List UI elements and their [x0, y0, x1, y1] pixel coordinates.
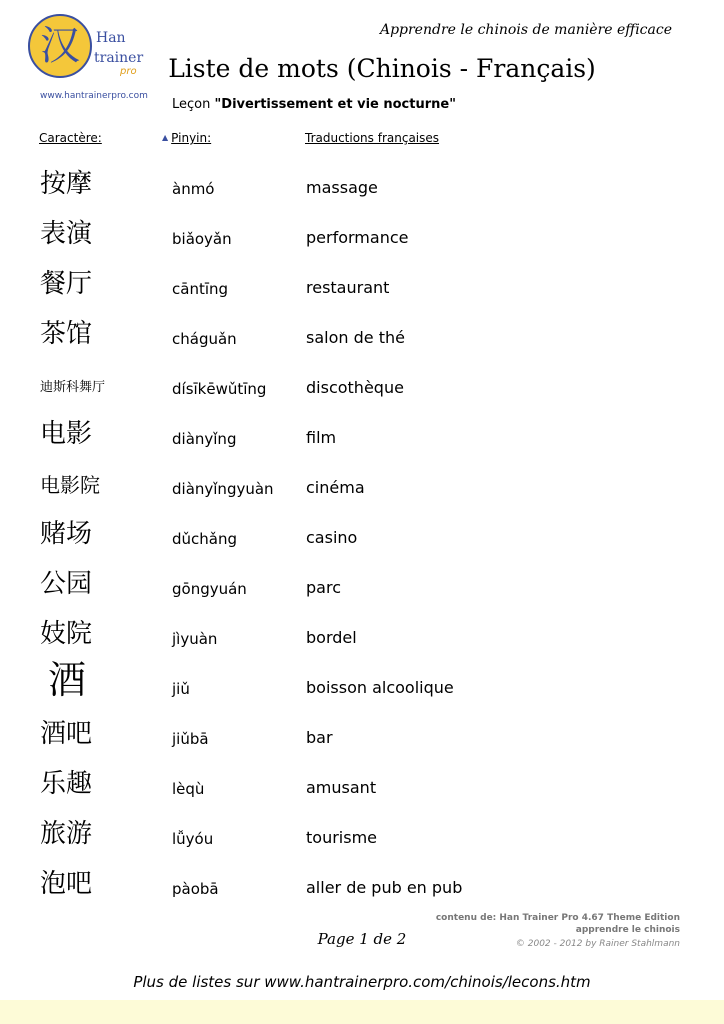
list-item — [0, 413, 724, 463]
pinyin-cell: ànmó — [172, 180, 215, 198]
more-lists-link[interactable]: Plus de listes sur www.hantrainerpro.com/chinois/lecons.htm — [133, 973, 591, 991]
pinyin-cell: lǚyóu — [172, 830, 214, 848]
translation-cell: massage — [306, 178, 378, 197]
pinyin-cell: lèqù — [172, 780, 205, 798]
hanzi-cell: 茶馆 — [40, 319, 93, 349]
list-item — [0, 313, 724, 363]
list-item — [0, 713, 724, 763]
pinyin-cell: cháguǎn — [172, 330, 237, 348]
pinyin-cell: dǔchǎng — [172, 530, 238, 548]
list-item — [0, 613, 724, 663]
credit-line: contenu de: Han Trainer Pro 4.67 Theme Edition — [435, 913, 680, 923]
hanzi-cell: 电影 — [40, 419, 93, 449]
list-item — [0, 863, 724, 913]
hanzi-cell: 乐趣 — [40, 769, 93, 799]
pinyin-cell: diànyǐng — [172, 430, 237, 448]
lesson-name: "Divertissement et vie nocturne" — [214, 97, 456, 112]
translation-cell: restaurant — [306, 278, 390, 297]
column-header-pinyin-label: Pinyin: — [171, 131, 212, 145]
pinyin-cell: jiǔ — [172, 680, 190, 698]
hanzi-cell: 酒 — [48, 658, 87, 702]
hanzi-cell: 公园 — [40, 569, 93, 599]
hanzi-cell: 妓院 — [40, 619, 93, 649]
credit-line: apprendre le chinois — [575, 925, 680, 935]
list-item — [0, 213, 724, 263]
hanzi-cell: 餐厅 — [40, 269, 93, 299]
list-item — [0, 463, 724, 513]
tagline: Apprendre le chinois de manière efficace — [379, 22, 672, 38]
translation-cell: parc — [306, 578, 341, 597]
lesson-prefix: Leçon — [172, 97, 215, 112]
column-header-character: Caractère: — [39, 131, 102, 145]
lesson-line — [172, 97, 456, 112]
hanzi-cell: 按摩 — [40, 169, 93, 199]
translation-cell: film — [306, 428, 337, 447]
translation-cell: salon de thé — [306, 328, 405, 347]
pinyin-cell: jìyuàn — [172, 630, 218, 648]
hanzi-cell: 表演 — [40, 219, 93, 249]
list-item — [0, 163, 724, 213]
pinyin-cell: pàobā — [172, 880, 219, 898]
logo-text-trainer: trainer — [94, 50, 144, 66]
pinyin-cell: diànyǐngyuàn — [172, 480, 274, 498]
list-item — [0, 513, 724, 563]
hanzi-cell: 酒吧 — [40, 719, 93, 749]
list-item — [0, 363, 724, 413]
site-url: www.hantrainerpro.com — [40, 91, 148, 101]
hanzi-cell: 电影院 — [40, 473, 100, 497]
pinyin-cell: dísīkēwǔtīng — [172, 380, 267, 398]
translation-cell: tourisme — [306, 828, 377, 847]
translation-cell: amusant — [306, 778, 377, 797]
list-item — [0, 563, 724, 613]
pinyin-cell: gōngyuán — [172, 580, 247, 598]
list-item — [0, 763, 724, 813]
list-item — [0, 263, 724, 313]
copyright-line: © 2002 - 2012 by Rainer Stahlmann — [515, 939, 680, 949]
logo-text-han: Han — [96, 30, 126, 46]
translation-cell: performance — [306, 228, 409, 247]
list-item — [0, 813, 724, 863]
sort-ascending-icon: ▲ — [162, 133, 169, 142]
pinyin-cell: jiǔbā — [172, 730, 209, 748]
translation-cell: boisson alcoolique — [306, 678, 454, 697]
document-title: Liste de mots (Chinois - Français) — [168, 54, 596, 83]
logo-glyph: 汉 — [28, 14, 92, 78]
bottom-band — [0, 1000, 724, 1024]
column-header-translation: Traductions françaises — [305, 131, 440, 145]
pinyin-cell: biǎoyǎn — [172, 230, 232, 248]
hanzi-cell: 赌场 — [40, 519, 93, 549]
page-number: Page 1 de 2 — [317, 930, 407, 948]
translation-cell: casino — [306, 528, 358, 547]
translation-cell: bordel — [306, 628, 357, 647]
column-header-pinyin[interactable] — [162, 131, 211, 145]
logo-text-pro: pro — [120, 66, 137, 77]
list-item — [0, 658, 724, 713]
pinyin-cell: cāntīng — [172, 280, 229, 298]
translation-cell: bar — [306, 728, 333, 747]
translation-cell: cinéma — [306, 478, 365, 497]
hanzi-cell: 旅游 — [40, 819, 93, 849]
translation-cell: discothèque — [306, 378, 404, 397]
translation-cell: aller de pub en pub — [306, 878, 463, 897]
hanzi-cell: 泡吧 — [40, 869, 93, 899]
hanzi-cell: 迪斯科舞厅 — [40, 380, 106, 395]
